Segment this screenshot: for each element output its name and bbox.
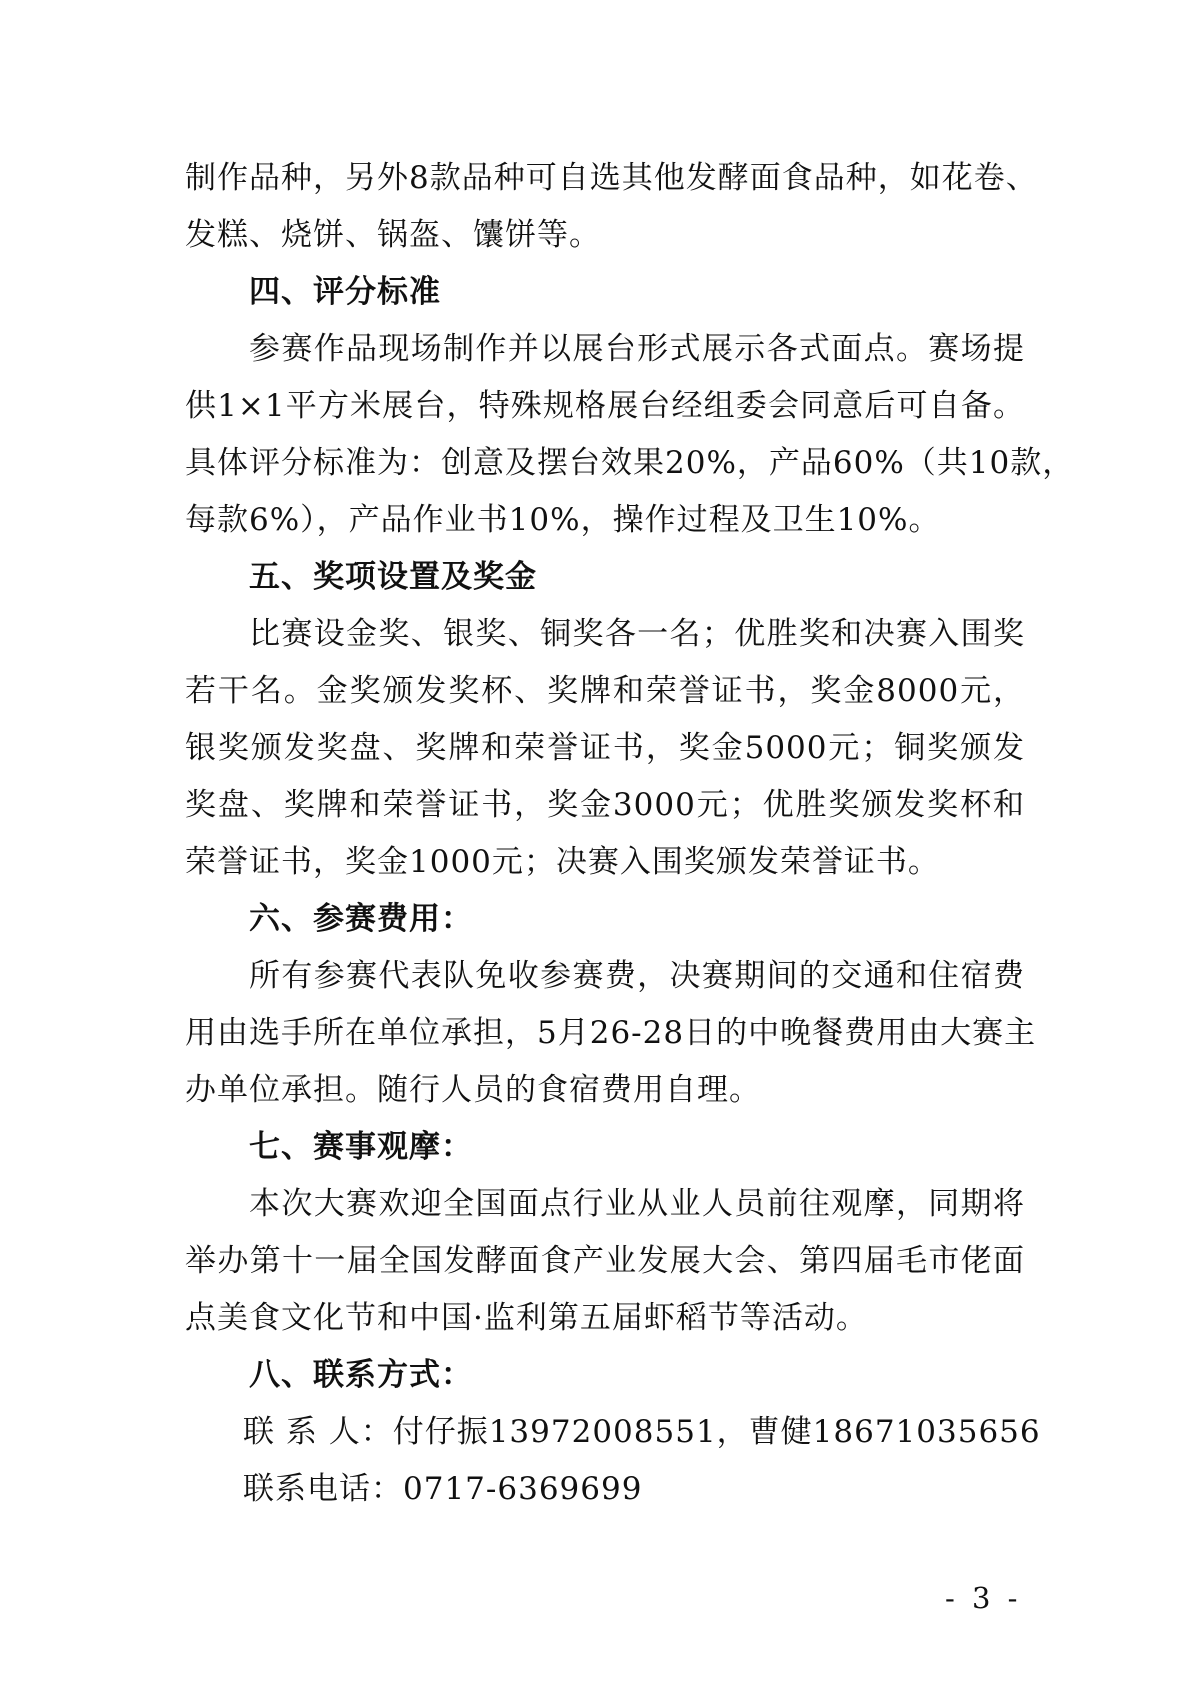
body-text-line: 奖盘、奖牌和荣誉证书，奖金3000元；优胜奖颁发奖杯和: [185, 787, 1025, 823]
body-text-line: 所有参赛代表队免收参赛费，决赛期间的交通和住宿费: [249, 958, 1025, 994]
body-text-line: 参赛作品现场制作并以展台形式展示各式面点。赛场提: [249, 331, 1025, 367]
body-text-line: 点美食文化节和中国·监利第五届虾稻节等活动。: [185, 1300, 868, 1336]
body-text-line: 办单位承担。随行人员的食宿费用自理。: [185, 1072, 761, 1108]
contact-phone-line: 联系电话：0717-6369699: [243, 1471, 643, 1507]
body-text-line: 供1×1平方米展台，特殊规格展台经组委会同意后可自备。: [185, 388, 1025, 424]
section-heading-fees: 六、参赛费用：: [249, 901, 473, 937]
body-text-line: 发糕、烧饼、锅盔、馕饼等。: [185, 217, 601, 253]
section-heading-observation: 七、赛事观摩：: [249, 1129, 473, 1165]
section-heading-scoring: 四、评分标准: [249, 274, 441, 310]
body-text-line: 荣誉证书，奖金1000元；决赛入围奖颁发荣誉证书。: [185, 844, 940, 880]
body-text-line: 制作品种，另外8款品种可自选其他发酵面食品种，如花卷、: [185, 160, 1038, 196]
body-text-line: 用由选手所在单位承担，5月26-28日的中晚餐费用由大赛主: [185, 1015, 1037, 1051]
section-heading-awards: 五、奖项设置及奖金: [249, 559, 537, 595]
body-text-line: 每款6%），产品作业书10%，操作过程及卫生10%。: [185, 502, 941, 538]
body-text-line: 本次大赛欢迎全国面点行业从业人员前往观摩，同期将: [249, 1186, 1025, 1222]
body-text-line: 若干名。金奖颁发奖杯、奖牌和荣誉证书，奖金8000元，: [185, 673, 1025, 709]
body-text-line: 具体评分标准为：创意及摆台效果20%，产品60%（共10款，: [185, 445, 1075, 481]
section-heading-contact: 八、联系方式：: [249, 1357, 473, 1393]
body-text-line: 银奖颁发奖盘、奖牌和荣誉证书，奖金5000元；铜奖颁发: [185, 730, 1025, 766]
contact-person-line: 联 系 人：付仔振13972008551，曹健18671035656: [243, 1414, 1041, 1450]
body-text-line: 举办第十一届全国发酵面食产业发展大会、第四届毛市佬面: [185, 1243, 1025, 1279]
page-number: - 3 -: [945, 1581, 1022, 1615]
document-body: [185, 150, 1075, 1518]
body-text-line: 比赛设金奖、银奖、铜奖各一名；优胜奖和决赛入围奖: [249, 616, 1025, 652]
